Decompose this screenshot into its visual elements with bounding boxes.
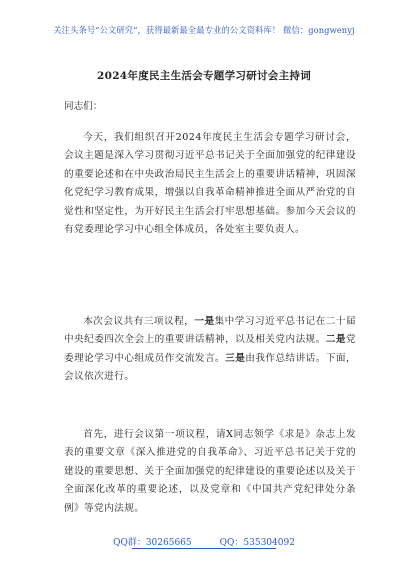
agenda-item-3-text: 由我作总结讲话。下面，会议依次进行。 <box>64 352 357 383</box>
agenda-item-2-label: 二是 <box>325 334 346 346</box>
footer-contact <box>0 535 408 548</box>
document-title: 2024年度民主生活会专题学习研讨会主持词 <box>96 70 312 82</box>
paragraph-opening: 今天，我们组织召开2024年度民主生活会专题学习研讨会，会议主题是深入学习贯彻习近平总书记关于全面加强党的纪律建设的重要论述和在中央政治局民主生活会上的重要讲话精神，巩固深化党纪学习教育成果，增强以自我革命精神推进全面从严治党的自觉性和坚定性，为开好民主生活会打牢思想基础。参加今天会议的有党委理论学习中心组全体成员，各处室主要负责人。 <box>64 132 356 236</box>
footer-underline <box>132 548 276 549</box>
salutation: 同志们： <box>64 101 103 112</box>
header-promo-note: 关注头条号“公文研究”，获得最新最全最专业的公文资料库！ 微信：gongwenyj <box>53 25 355 35</box>
footer-qq-number: QQ：535304092 <box>219 538 295 548</box>
agenda-item-1-text: 集中学习习近平总书记在二十届中央纪委四次全会上的重要讲话精神，以及相关党内法规。 <box>64 316 356 346</box>
paragraph-first-item: 首先，进行会议第一项议程，请X同志领学《求是》杂志上发表的重要文章《深入推进党的自我革命》、习近平总书记关于党的建设的重要思想、关于全面加强党的纪律建设的重要论述以及关于全面深化改革的重要论述，以及党章和《中国共产党纪律处分条例》等党内法规。 <box>64 429 356 514</box>
agenda-item-2-text: 党委理论学习中心组成员作交流发言。 <box>64 334 356 364</box>
footer-qq-group: QQ群：30265665 <box>113 538 192 548</box>
agenda-intro: 本次会议共有三项议程， <box>83 316 195 327</box>
paragraph-agenda <box>64 313 356 387</box>
agenda-item-1-label: 一是 <box>194 316 215 327</box>
agenda-item-3-label: 三是 <box>225 352 246 364</box>
